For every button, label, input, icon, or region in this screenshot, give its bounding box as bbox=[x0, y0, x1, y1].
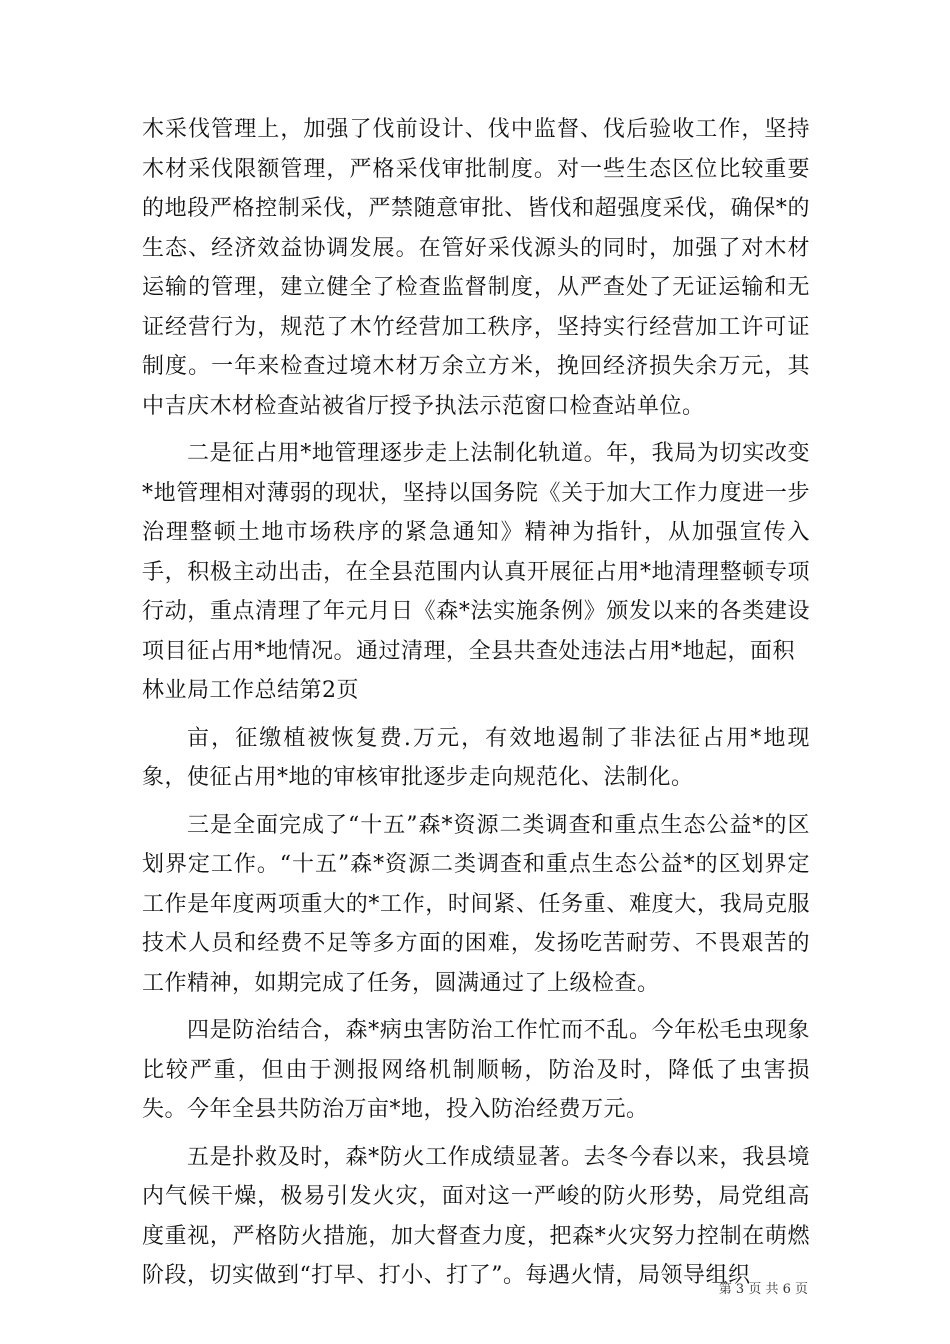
document-body bbox=[142, 110, 810, 1304]
paragraph-5: 四是防治结合，森*病虫害防治工作忙而不乱。今年松毛虫现象比较严重，但由于测报网络机制顺畅，防治及时，降低了虫害损失。今年全县共防治万亩*地，投入防治经费万元。 bbox=[142, 1018, 810, 1122]
paragraph-4: 三是全面完成了“十五”森*资源二类调查和重点生态公益*的区划界定工作。“十五”森*资源二类调查和重点生态公益*的区划界定工作是年度两项重大的*工作，时间紧、任务重、难度大，我局克服技术人员和经费不足等多方面的困难，发扬吃苦耐劳、不畏艰苦的工作精神，如期完成了任务，圆满通过了上级检查。 bbox=[142, 812, 810, 996]
page-marker-line: 林业局工作总结第2页 bbox=[142, 678, 359, 703]
paragraph-3: 亩，征缴植被恢复费.万元，有效地遏制了非法征占用*地现象，使征占用*地的审核审批逐步走向规范化、法制化。 bbox=[142, 725, 810, 790]
paragraph-2: 二是征占用*地管理逐步走上法制化轨道。年，我局为切实改变*地管理相对薄弱的现状，坚持以国务院《关于加大工作力度进一步治理整顿土地市场秩序的紧急通知》精神为指针，从加强宣传入手，积极主动出击，在全县范围内认真开展征占用*地清理整顿专项行动，重点清理了年元月日《森*法实施条例》颁发以来的各类建设项目征占用*地情况。通过清理，全县共查处违法占用*地起，面积 bbox=[142, 441, 810, 664]
paragraph-6: 五是扑救及时，森*防火工作成绩显著。去冬今春以来，我县境内气候干燥，极易引发火灾，面对这一严峻的防火形势，局党组高度重视，严格防火措施，加大督查力度，把森*火灾努力控制在萌燃阶段，切实做到“打早、打小、打了”。每遇火情，局领导组织 bbox=[142, 1144, 810, 1288]
page-number-footer: 第 3 页 共 6 页 bbox=[718, 1282, 808, 1297]
paragraph-1: 木采伐管理上，加强了伐前设计、伐中监督、伐后验收工作，坚持木材采伐限额管理，严格采伐审批制度。对一些生态区位比较重要的地段严格控制采伐，严禁随意审批、皆伐和超强度采伐，确保*的生态、经济效益协调发展。在管好采伐源头的同时，加强了对木材运输的管理，建立健全了检查监督制度，从严查处了无证运输和无证经营行为，规范了木竹经营加工秩序，坚持实行经营加工许可证制度。一年来检查过境木材万余立方米，挽回经济损失余万元，其中吉庆木材检查站被省厅授予执法示范窗口检查站单位。 bbox=[142, 117, 810, 419]
